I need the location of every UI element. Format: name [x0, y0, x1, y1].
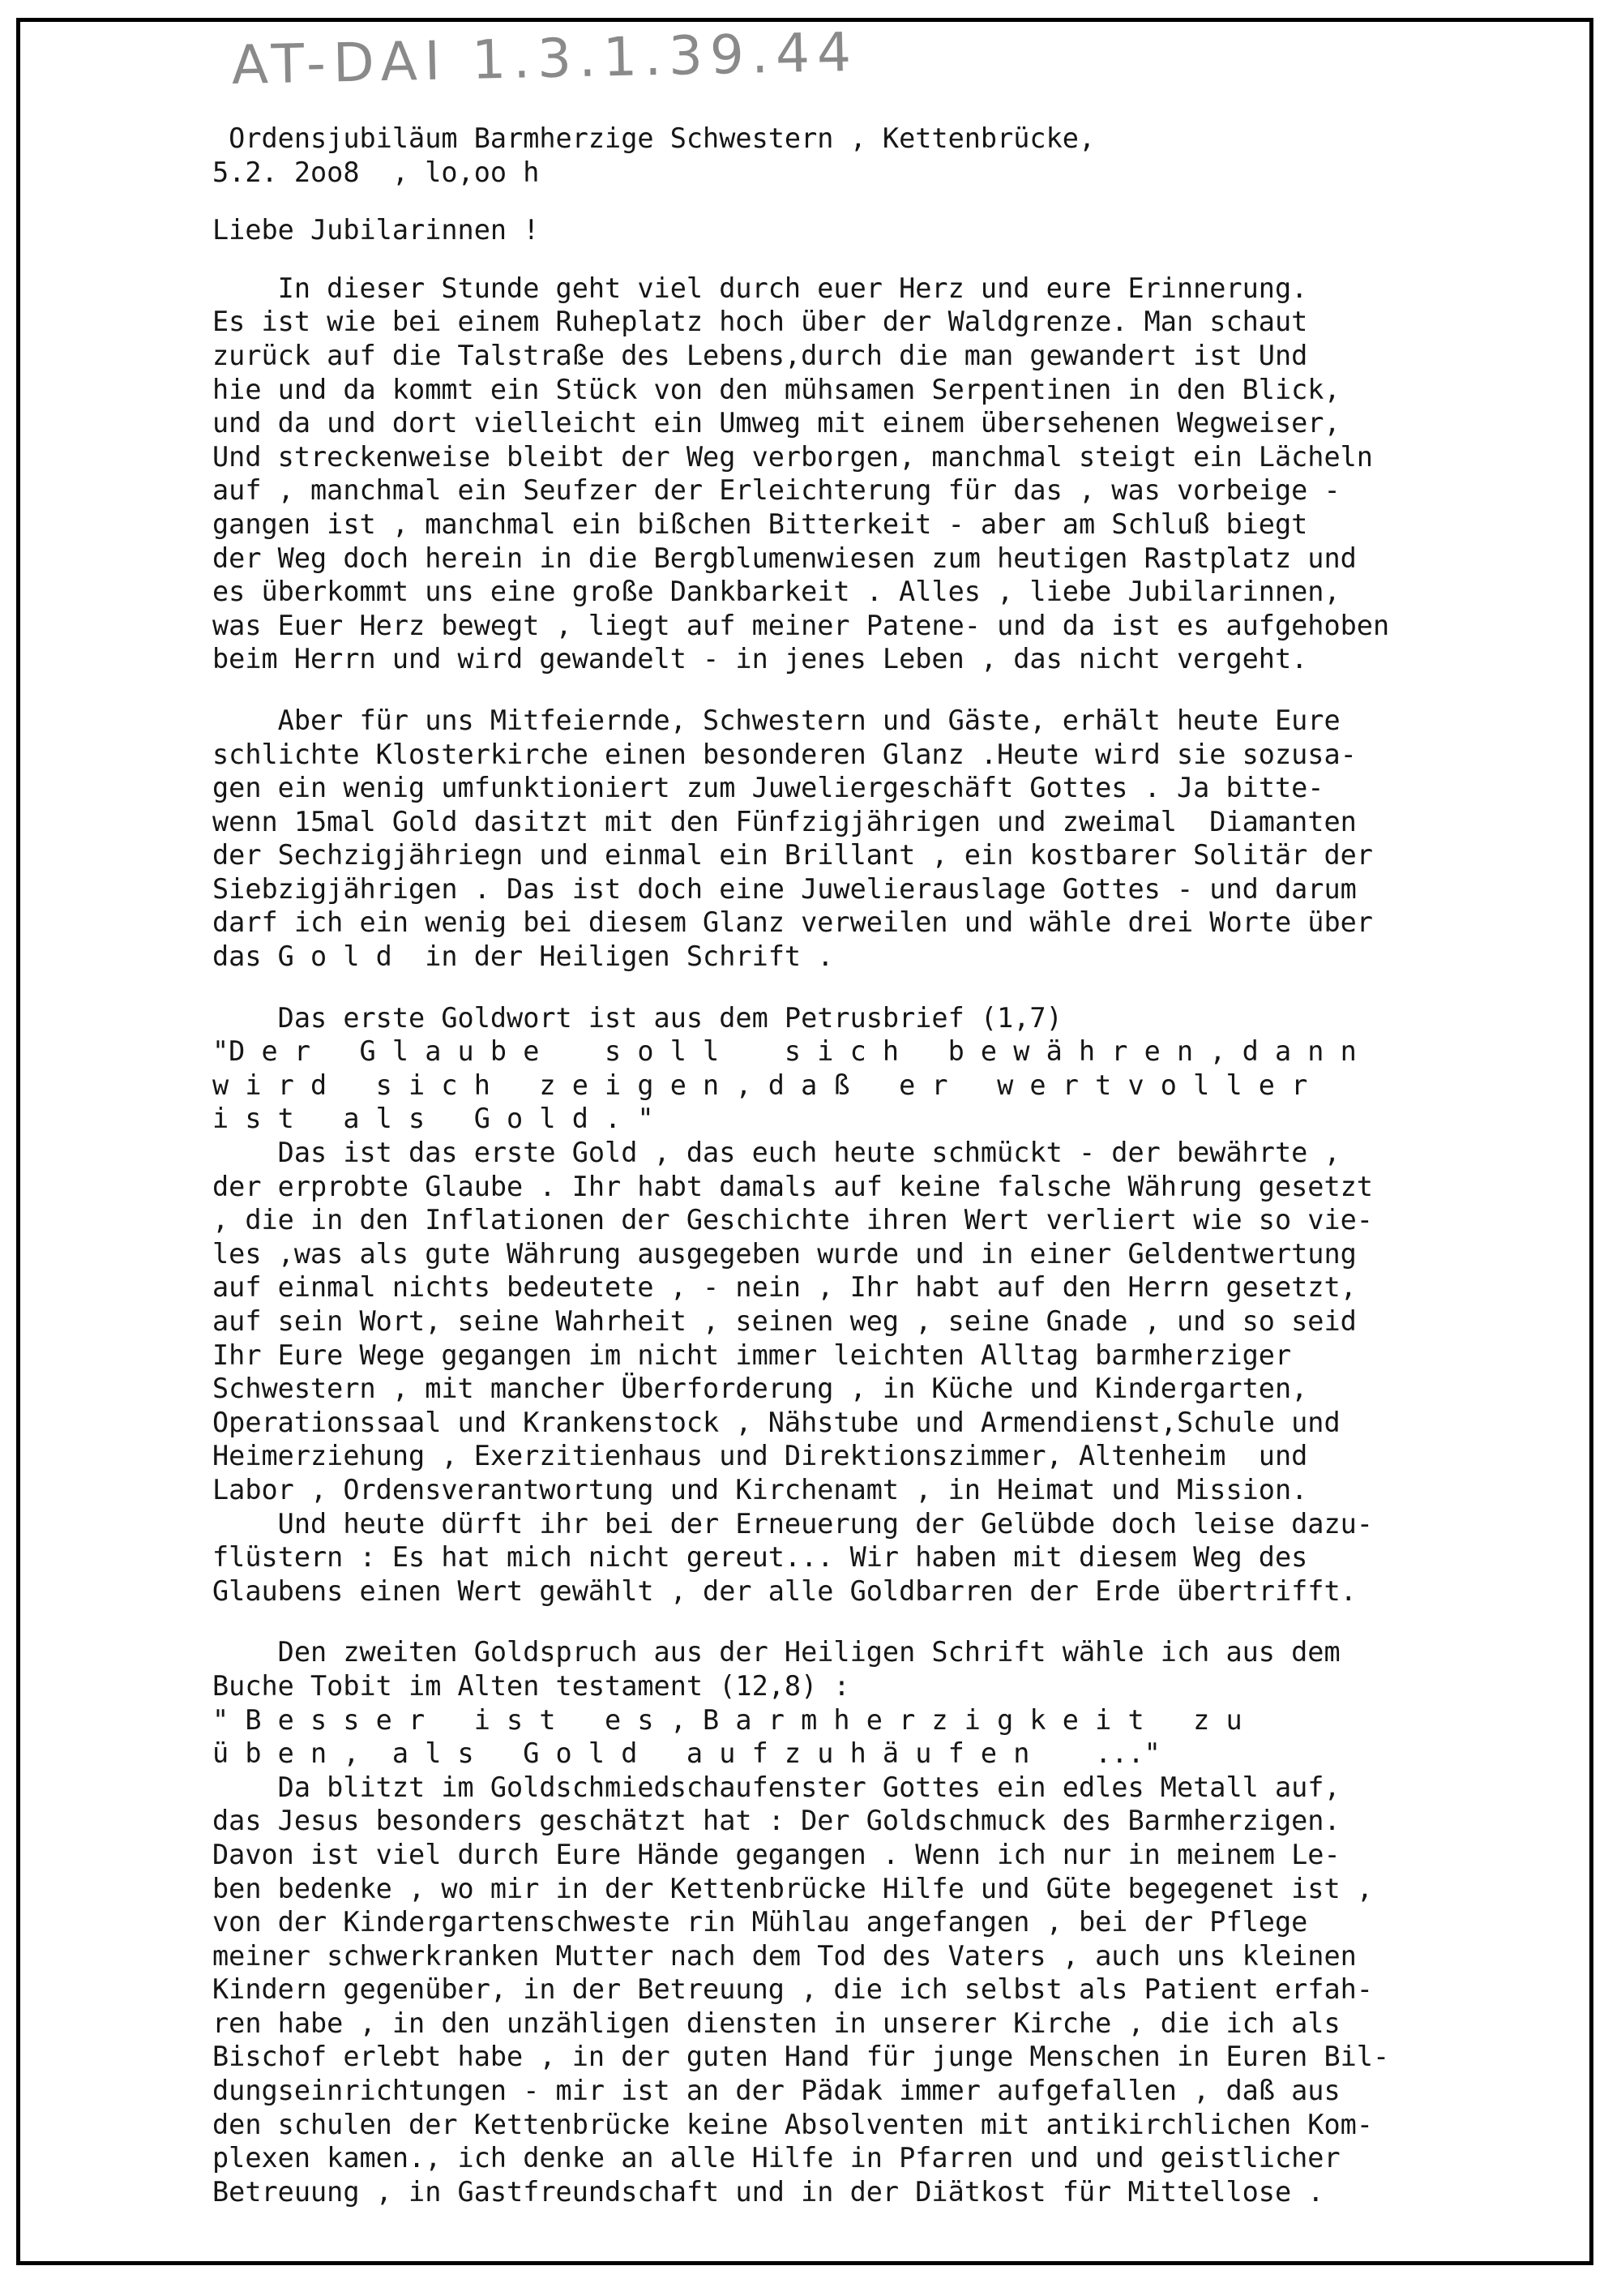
text-line: Kindern gegenüber, in der Betreuung , die ich selbst als Patient erfah-: [212, 1973, 1373, 2006]
text-line: Es ist wie bei einem Ruheplatz hoch über der Waldgrenze. Man schaut: [212, 306, 1308, 338]
text-line: w i r d s i c h z e i g e n , d a ß e r w e r t v o l l e r: [212, 1069, 1308, 1101]
text-line: plexen kamen., ich denke an alle Hilfe in Pfarren und und geistlicher: [212, 2142, 1341, 2174]
text-line: In dieser Stunde geht viel durch euer Herz und eure Erinnerung.: [212, 272, 1308, 304]
text-line: schlichte Klosterkirche einen besonderen Glanz .Heute wird sie sozusa-: [212, 738, 1357, 770]
text-line: flüstern : Es hat mich nicht gereut... Wir haben mit diesem Weg des: [212, 1541, 1308, 1574]
text-line: dungseinrichtungen - mir ist an der Pädak immer aufgefallen , daß aus: [212, 2075, 1341, 2107]
text-line: der Weg doch herein in die Bergblumenwiesen zum heutigen Rastplatz und: [212, 542, 1357, 574]
text-line: was Euer Herz bewegt , liegt auf meiner Patene- und da ist es aufgehoben: [212, 609, 1390, 641]
paragraph-4: [212, 1635, 1606, 2208]
text-line: Davon ist viel durch Eure Hände gegangen . Wenn ich nur in meinem Le-: [212, 1838, 1341, 1870]
text-line: "D e r G l a u b e s o l l s i c h b e w ä h r e n , d a n n: [212, 1035, 1357, 1068]
text-line: i s t a l s G o l d . ": [212, 1103, 654, 1135]
text-line: Das ist das erste Gold , das euch heute schmückt - der bewährte ,: [212, 1137, 1341, 1169]
text-line: meiner schwerkranken Mutter nach dem Tod des Vaters , auch uns kleinen: [212, 1939, 1357, 1972]
text-line: gen ein wenig umfunktioniert zum Juweliergeschäft Gottes . Ja bitte-: [212, 772, 1324, 804]
text-line: hie und da kommt ein Stück von den mühsamen Serpentinen in den Blick,: [212, 373, 1341, 405]
text-line: Den zweiten Goldspruch aus der Heiligen Schrift wähle ich aus dem: [212, 1636, 1341, 1668]
text-line: les ,was als gute Währung ausgegeben wurde und in einer Geldentwertung: [212, 1237, 1357, 1270]
text-line: Heimerziehung , Exerzitienhaus und Direktionszimmer, Altenheim und: [212, 1440, 1308, 1472]
paragraph-3: [212, 1001, 1606, 1608]
salutation: Liebe Jubilarinnen !: [212, 214, 540, 246]
text-line: Buche Tobit im Alten testament (12,8) :: [212, 1669, 850, 1702]
document-body: [212, 122, 1606, 2208]
text-line: der erprobte Glaube . Ihr habt damals auf keine falsche Währung gesetzt: [212, 1170, 1373, 1202]
text-line: , die in den Inflationen der Geschichte ihren Wert verliert wie so vie-: [212, 1204, 1373, 1236]
text-line: das Jesus besonders geschätzt hat : Der Goldschmuck des Barmherzigen.: [212, 1805, 1341, 1837]
text-line: beim Herrn und wird gewandelt - in jenes Leben , das nicht vergeht.: [212, 643, 1308, 675]
text-line: das G o l d in der Heiligen Schrift .: [212, 940, 834, 973]
text-line: Das erste Goldwort ist aus dem Petrusbrief (1,7): [212, 1001, 1063, 1034]
text-line: Glaubens einen Wert gewählt , der alle Goldbarren der Erde übertrifft.: [212, 1574, 1357, 1607]
text-line: Bischof erlebt habe , in der guten Hand für junge Menschen in Euren Bil-: [212, 2041, 1390, 2073]
text-line: Ihr Eure Wege gegangen im nicht immer leichten Alltag barmherziger: [212, 1339, 1292, 1371]
text-line: Siebzigjährigen . Das ist doch eine Juwelierauslage Gottes - und darum: [212, 872, 1357, 905]
header-line-1: Ordensjubiläum Barmherzige Schwestern , Kettenbrücke,: [212, 122, 1096, 154]
text-line: es überkommt uns eine große Dankbarkeit . Alles , liebe Jubilarinnen,: [212, 576, 1341, 608]
text-line: auf sein Wort, seine Wahrheit , seinen weg , seine Gnade , und so seid: [212, 1305, 1357, 1337]
archive-stamp: AT-DAI 1.3.1.39.44: [231, 20, 859, 96]
text-line: " B e s s e r i s t e s , B a r m h e r z i g k e i t z u: [212, 1703, 1242, 1736]
text-line: Und heute dürft ihr bei der Erneuerung der Gelübde doch leise dazu-: [212, 1507, 1373, 1540]
text-line: Da blitzt im Goldschmiedschaufenster Gottes ein edles Metall auf,: [212, 1771, 1341, 1803]
text-line: ren habe , in den unzähligen diensten in unserer Kirche , die ich als: [212, 2007, 1341, 2039]
text-line: zurück auf die Talstraße des Lebens,durch die man gewandert ist Und: [212, 339, 1308, 371]
text-line: ü b e n , a l s G o l d a u f z u h ä u f e n ...": [212, 1737, 1161, 1770]
paragraph-1: [212, 272, 1606, 676]
text-line: Schwestern , mit mancher Überforderung , in Küche und Kindergarten,: [212, 1373, 1308, 1405]
paragraph-2: [212, 704, 1606, 974]
text-line: gangen ist , manchmal ein bißchen Bitterkeit - aber am Schluß biegt: [212, 508, 1308, 540]
text-line: und da und dort vielleicht ein Umweg mit einem übersehenen Wegweiser,: [212, 407, 1341, 439]
text-line: ben bedenke , wo mir in der Kettenbrücke Hilfe und Güte begegenet ist ,: [212, 1872, 1373, 1904]
text-line: auf , manchmal ein Seufzer der Erleichterung für das , was vorbeige -: [212, 474, 1341, 507]
text-line: Betreuung , in Gastfreundschaft und in der Diätkost für Mittellose .: [212, 2175, 1324, 2208]
text-line: Aber für uns Mitfeiernde, Schwestern und Gäste, erhält heute Eure: [212, 704, 1341, 736]
text-line: auf einmal nichts bedeutete , - nein , Ihr habt auf den Herrn gesetzt,: [212, 1271, 1357, 1304]
text-line: der Sechzigjähriegn und einmal ein Brillant , ein kostbarer Solitär der: [212, 839, 1373, 872]
text-line: den schulen der Kettenbrücke keine Absolventen mit antikirchlichen Kom-: [212, 2108, 1373, 2140]
text-line: wenn 15mal Gold dasitzt mit den Fünfzigjährigen und zweimal Diamanten: [212, 805, 1357, 837]
header-line-2: 5.2. 2oo8 , lo,oo h: [212, 156, 540, 188]
text-line: darf ich ein wenig bei diesem Glanz verweilen und wähle drei Worte über: [212, 906, 1373, 939]
text-line: von der Kindergartenschweste rin Mühlau angefangen , bei der Pflege: [212, 1906, 1308, 1938]
text-line: Labor , Ordensverantwortung und Kirchenamt , in Heimat und Mission.: [212, 1473, 1308, 1506]
text-line: Operationssaal und Krankenstock , Nähstube und Armendienst,Schule und: [212, 1406, 1341, 1438]
text-line: Und streckenweise bleibt der Weg verborgen, manchmal steigt ein Lächeln: [212, 440, 1373, 473]
